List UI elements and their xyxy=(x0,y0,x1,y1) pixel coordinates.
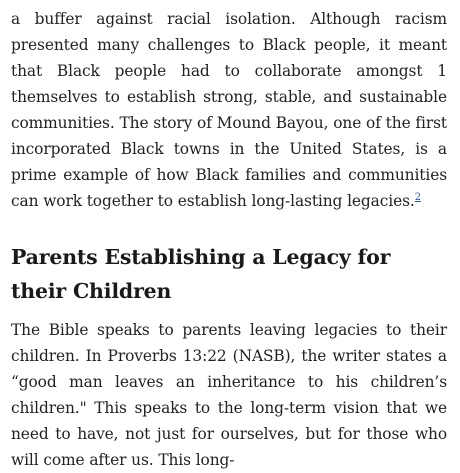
document-body xyxy=(11,6,447,473)
paragraph-body-2: The Bible speaks to parents leaving legacies to their children. In Proverbs 13:22 (NASB), the writer states a “good man leaves an inheritance to his children’s children." This speaks to the long-term vision that we need to have, not just for ourselves, but for those who will come after us. This long- xyxy=(11,321,447,469)
footnote-link[interactable]: 2 xyxy=(414,191,421,203)
section-heading: Parents Establishing a Legacy for their Children xyxy=(11,245,391,303)
paragraph-text: a buffer against racial isolation. Although racism presented many challenges to Black people, it meant that Black people had to collaborate amongst 1 themselves to establish strong, stable, and sustainable communities. The story of Mound Bayou, one of the first incorporated Black towns in the United States, is a prime example of how Black families and communities can work together to establish long-lasting legacies. xyxy=(11,10,447,210)
paragraph-body xyxy=(11,6,447,214)
